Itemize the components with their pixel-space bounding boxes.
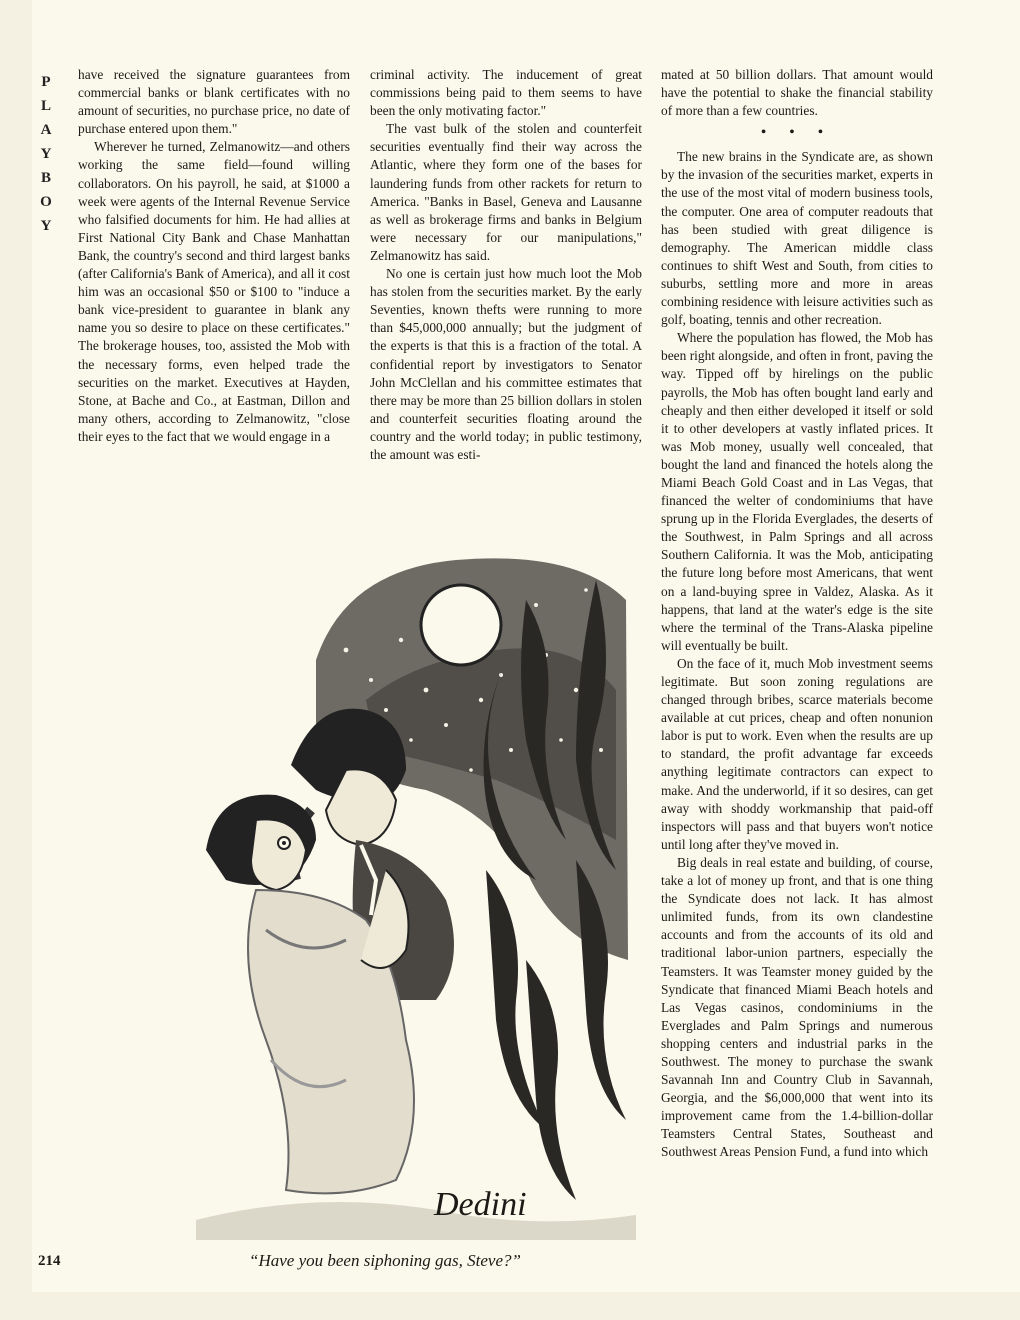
running-head-letter: L	[40, 98, 51, 114]
article-column-2	[370, 66, 642, 464]
article-column-1	[78, 66, 350, 446]
running-head-letter: A	[40, 122, 52, 138]
paragraph: Where the population has flowed, the Mob has been right alongside, and often in front, paving the way. Tipped off by hirelings on the public payrolls, the Mob has often bought land early and cheaply and then either developed it itself or sold it to other developers at vastly inflated prices. It was Mob money, usually well concealed, that bought the land and financed the hotels along the Miami Beach Gold Coast and in Las Vegas, that financed the welter of condominiums that have sprung up in the Florida Everglades, the deserts of the Southwest, in Palm Springs and all across Southern California. It was the Mob, anticipating the future long before most Americans, that went on a land-buying spree in Valdez, Alaska. As it happens, that land at the water's edge is the site where the terminal of the Trans-Alaska pipeline will eventually be built.	[661, 330, 933, 653]
page-number: 214	[38, 1253, 61, 1269]
paragraph: The vast bulk of the stolen and counterfeit securities eventually find their way across the Atlantic, where they form one of the bases for laundering funds from other rackets for return to America. "Banks in Basel, Geneva and Lausanne as well as brokerage firms and banks in Belgium were necessary for our manipulations," Zelmanowitz has said.	[370, 121, 642, 263]
paragraph: mated at 50 billion dollars. That amount would have the potential to shake the financial stability of more than a few countries.	[661, 67, 933, 119]
cartoon-caption: “Have you been siphoning gas, Steve?”	[249, 1251, 521, 1270]
paragraph: On the face of it, much Mob investment seems legitimate. But soon zoning regulations are changed through bribes, scarce materials become available at cut prices, cheap and often nonunion labor is put to work. Even when the results are up to standard, the profit advantage far exceeds anything legitimate contractors can expect to make. And the underworld, if it so desires, can get away with shoddy workmanship that paid-off inspectors will pass and that buyers won't notice until long after they've moved in.	[661, 655, 933, 852]
magazine-running-head	[34, 70, 58, 238]
article-column-3	[661, 66, 933, 1162]
paragraph: Wherever he turned, Zelmanowitz—and others working the same field—found willing collaborators. On his payroll, he said, at $1000 a week were agents of the Internal Revenue Service who falsified documents for him. He had allies at First National City Bank and Chase Manhattan Bank, the country's second and third largest banks (after California's Bank of America), and all it cost him was an occasional $50 or $100 to "induce a bank vice-president to guarantee in blank any name you so desire to place on these certificates." The brokerage houses, too, assisted the Mob with the necessary forms, even helped trade the securities on the market. Executives at Hayden, Stone, at Bache and Co., at Eastman, Dillon and many others, according to Zelmanowitz, "close their eyes to the fact that we would engage in a	[78, 139, 350, 444]
running-head-letter: P	[41, 74, 51, 90]
paragraph: The new brains in the Syndicate are, as shown by the invasion of the securities market, experts in the use of the most vital of modern business tools, the computer. One area of computer readouts that has been studied with great diligence is demography. The American middle class continues to shift West and South, from cities to suburbs, settling more and more in areas combining residence with leisure activities such as golf, boating, tennis and other recreation.	[661, 149, 933, 328]
cartoon-illustration	[196, 540, 636, 1240]
running-head-letter: O	[40, 194, 52, 210]
paragraph: criminal activity. The inducement of great commissions being paid to them seems to have been the only motivating factor."	[370, 67, 642, 119]
moon	[421, 585, 501, 665]
paragraph: No one is certain just how much loot the Mob has stolen from the securities market. By the early Seventies, known thefts were running to more than $45,000,000 annually; but the judgment of the experts is that this is a fraction of the total. A confidential report by investigators to Senator John McClellan and his committee estimates that there may be more than 25 billion dollars in stolen and counterfeit securities floating around the country and the world today; in public testimony, the amount was esti-	[370, 266, 642, 462]
section-break: • • •	[761, 125, 833, 141]
paragraph: Big deals in real estate and building, of course, take a lot of money up front, and that is one thing the Syndicate does not lack. It has almost unlimited funds, from its own clandestine accounts and from the accounts of its old and traditional labor-union partners, especially the Teamsters. It was Teamster money guided by the Syndicate that financed Miami Beach hotels and Las Vegas casinos, condominiums in the Everglades and Palm Springs and numerous shopping centers and industrial parks in the Southwest. The money to purchase the swank Savannah Inn and Country Club in Savannah, Georgia, and the $6,000,000 that went into its improvement came from the 1.4-billion-dollar Teamsters Central States, Southeast and Southwest Areas Pension Fund, a fund into which	[661, 854, 933, 1160]
artist-signature: Dedini	[434, 1186, 527, 1223]
paragraph: have received the signature guarantees from commercial banks or blank certificates with no amount of securities, no purchase price, no date of purchase entered upon them."	[78, 67, 350, 137]
page-margin-bottom	[0, 1292, 1020, 1320]
page-margin-left	[0, 0, 32, 1320]
running-head-letter: Y	[40, 146, 52, 162]
ground-shadow	[196, 1202, 636, 1240]
running-head-letter: B	[40, 170, 51, 186]
running-head-letter: Y	[40, 218, 52, 234]
